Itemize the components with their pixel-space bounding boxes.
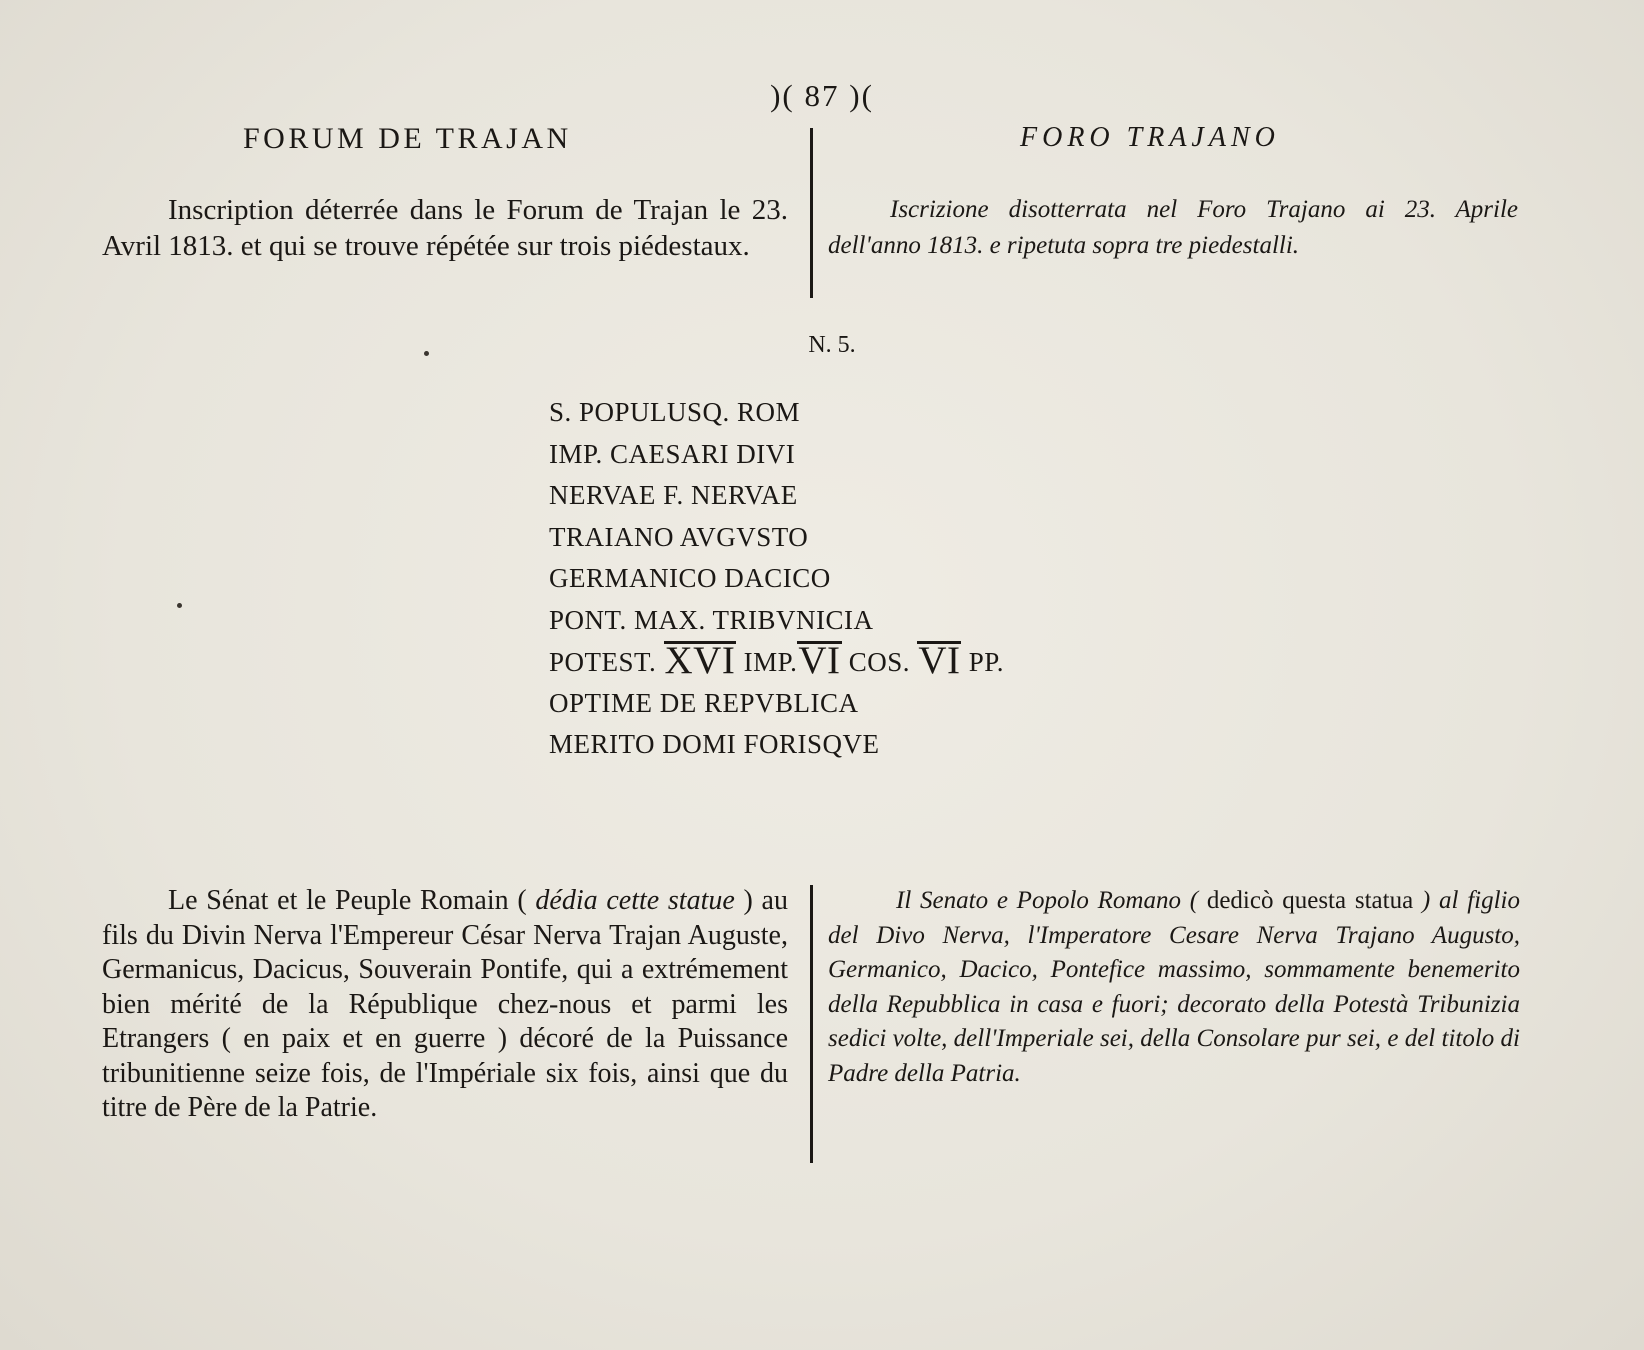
inscription-line: NERVAE F. NERVAE [549, 480, 798, 510]
italian-translation [828, 884, 1520, 1091]
inscription-line-potest [549, 641, 1004, 683]
french-translation-rest: ) au fils du Divin Nerva l'Empereur César Nerva Trajan Auguste, Germanicus, Dacicus, Souverain Pontife, qui a extrémement bien mérité de la République chez-nous et parmi les Etrangers ( en paix et en guerre ) décoré de la Puissance tribunitienne seize fois, de l'Impériale six fois, ainsi que du titre de Père de la Patrie. [102, 885, 788, 1123]
cos-word: COS. [848, 647, 911, 677]
inscription-line: MERITO DOMI FORISQVE [549, 729, 880, 759]
french-translation-start: Le Sénat et le Peuple Romain ( [168, 885, 536, 916]
french-intro: Inscription déterrée dans le Forum de Trajan le 23. Avril 1813. et qui se trouve répétée sur trois piédestaux. [102, 194, 788, 262]
italian-intro: Iscrizione disotterrata nel Foro Trajano ai 23. Aprile dell'anno 1813. e ripetuta sopra tre piedestalli. [828, 196, 1518, 259]
pp-word: PP. [968, 647, 1005, 677]
french-translation-italic: dédia cette statue [535, 885, 735, 916]
inscription-number: N. 5. [808, 332, 856, 358]
italian-translation-start: Il Senato e Popolo Romano ( [896, 887, 1207, 914]
french-translation [102, 884, 788, 1126]
page-number: )( 87 )( [770, 78, 874, 113]
italian-title: FORO TRAJANO [1020, 122, 1280, 153]
inscription-line: PONT. MAX. TRIBVNICIA [549, 604, 874, 635]
imperial-count: VI [798, 639, 841, 682]
inscription-line: GERMANICO DACICO [549, 563, 831, 593]
tribunicia-count: XVI [664, 639, 736, 682]
french-title: FORUM DE TRAJAN [243, 122, 572, 155]
consul-count: VI [918, 639, 961, 682]
italian-translation-rest: ) al figlio del Divo Nerva, l'Imperatore Cesare Nerva Trajano Augusto, Germanico, Dacico, Pontefice massimo, sommamente benemerito della Repubblica in casa e fuori; decorato della Potestà Tribunizia sedici volte, dell'Imperiale sei, della Consolare pur sei, e del titolo di Padre della Patria. [828, 887, 1520, 1087]
imp-word: IMP. [743, 647, 798, 677]
latin-inscription [549, 392, 1004, 766]
italian-translation-roman: dedicò questa statua [1206, 887, 1414, 914]
column-divider-bottom [810, 885, 813, 1163]
inscription-line: S. POPULUSQ. ROM [549, 397, 801, 427]
paper-speck [424, 351, 429, 356]
column-divider-top [810, 128, 813, 298]
inscription-line: IMP. CAESARI DIVI [549, 438, 796, 469]
potest-word: POTEST. [549, 647, 657, 677]
inscription-line: OPTIME DE REPVBLICA [549, 687, 859, 718]
inscription-line: TRAIANO AVGVSTO [549, 521, 809, 552]
paper-speck [177, 603, 182, 608]
